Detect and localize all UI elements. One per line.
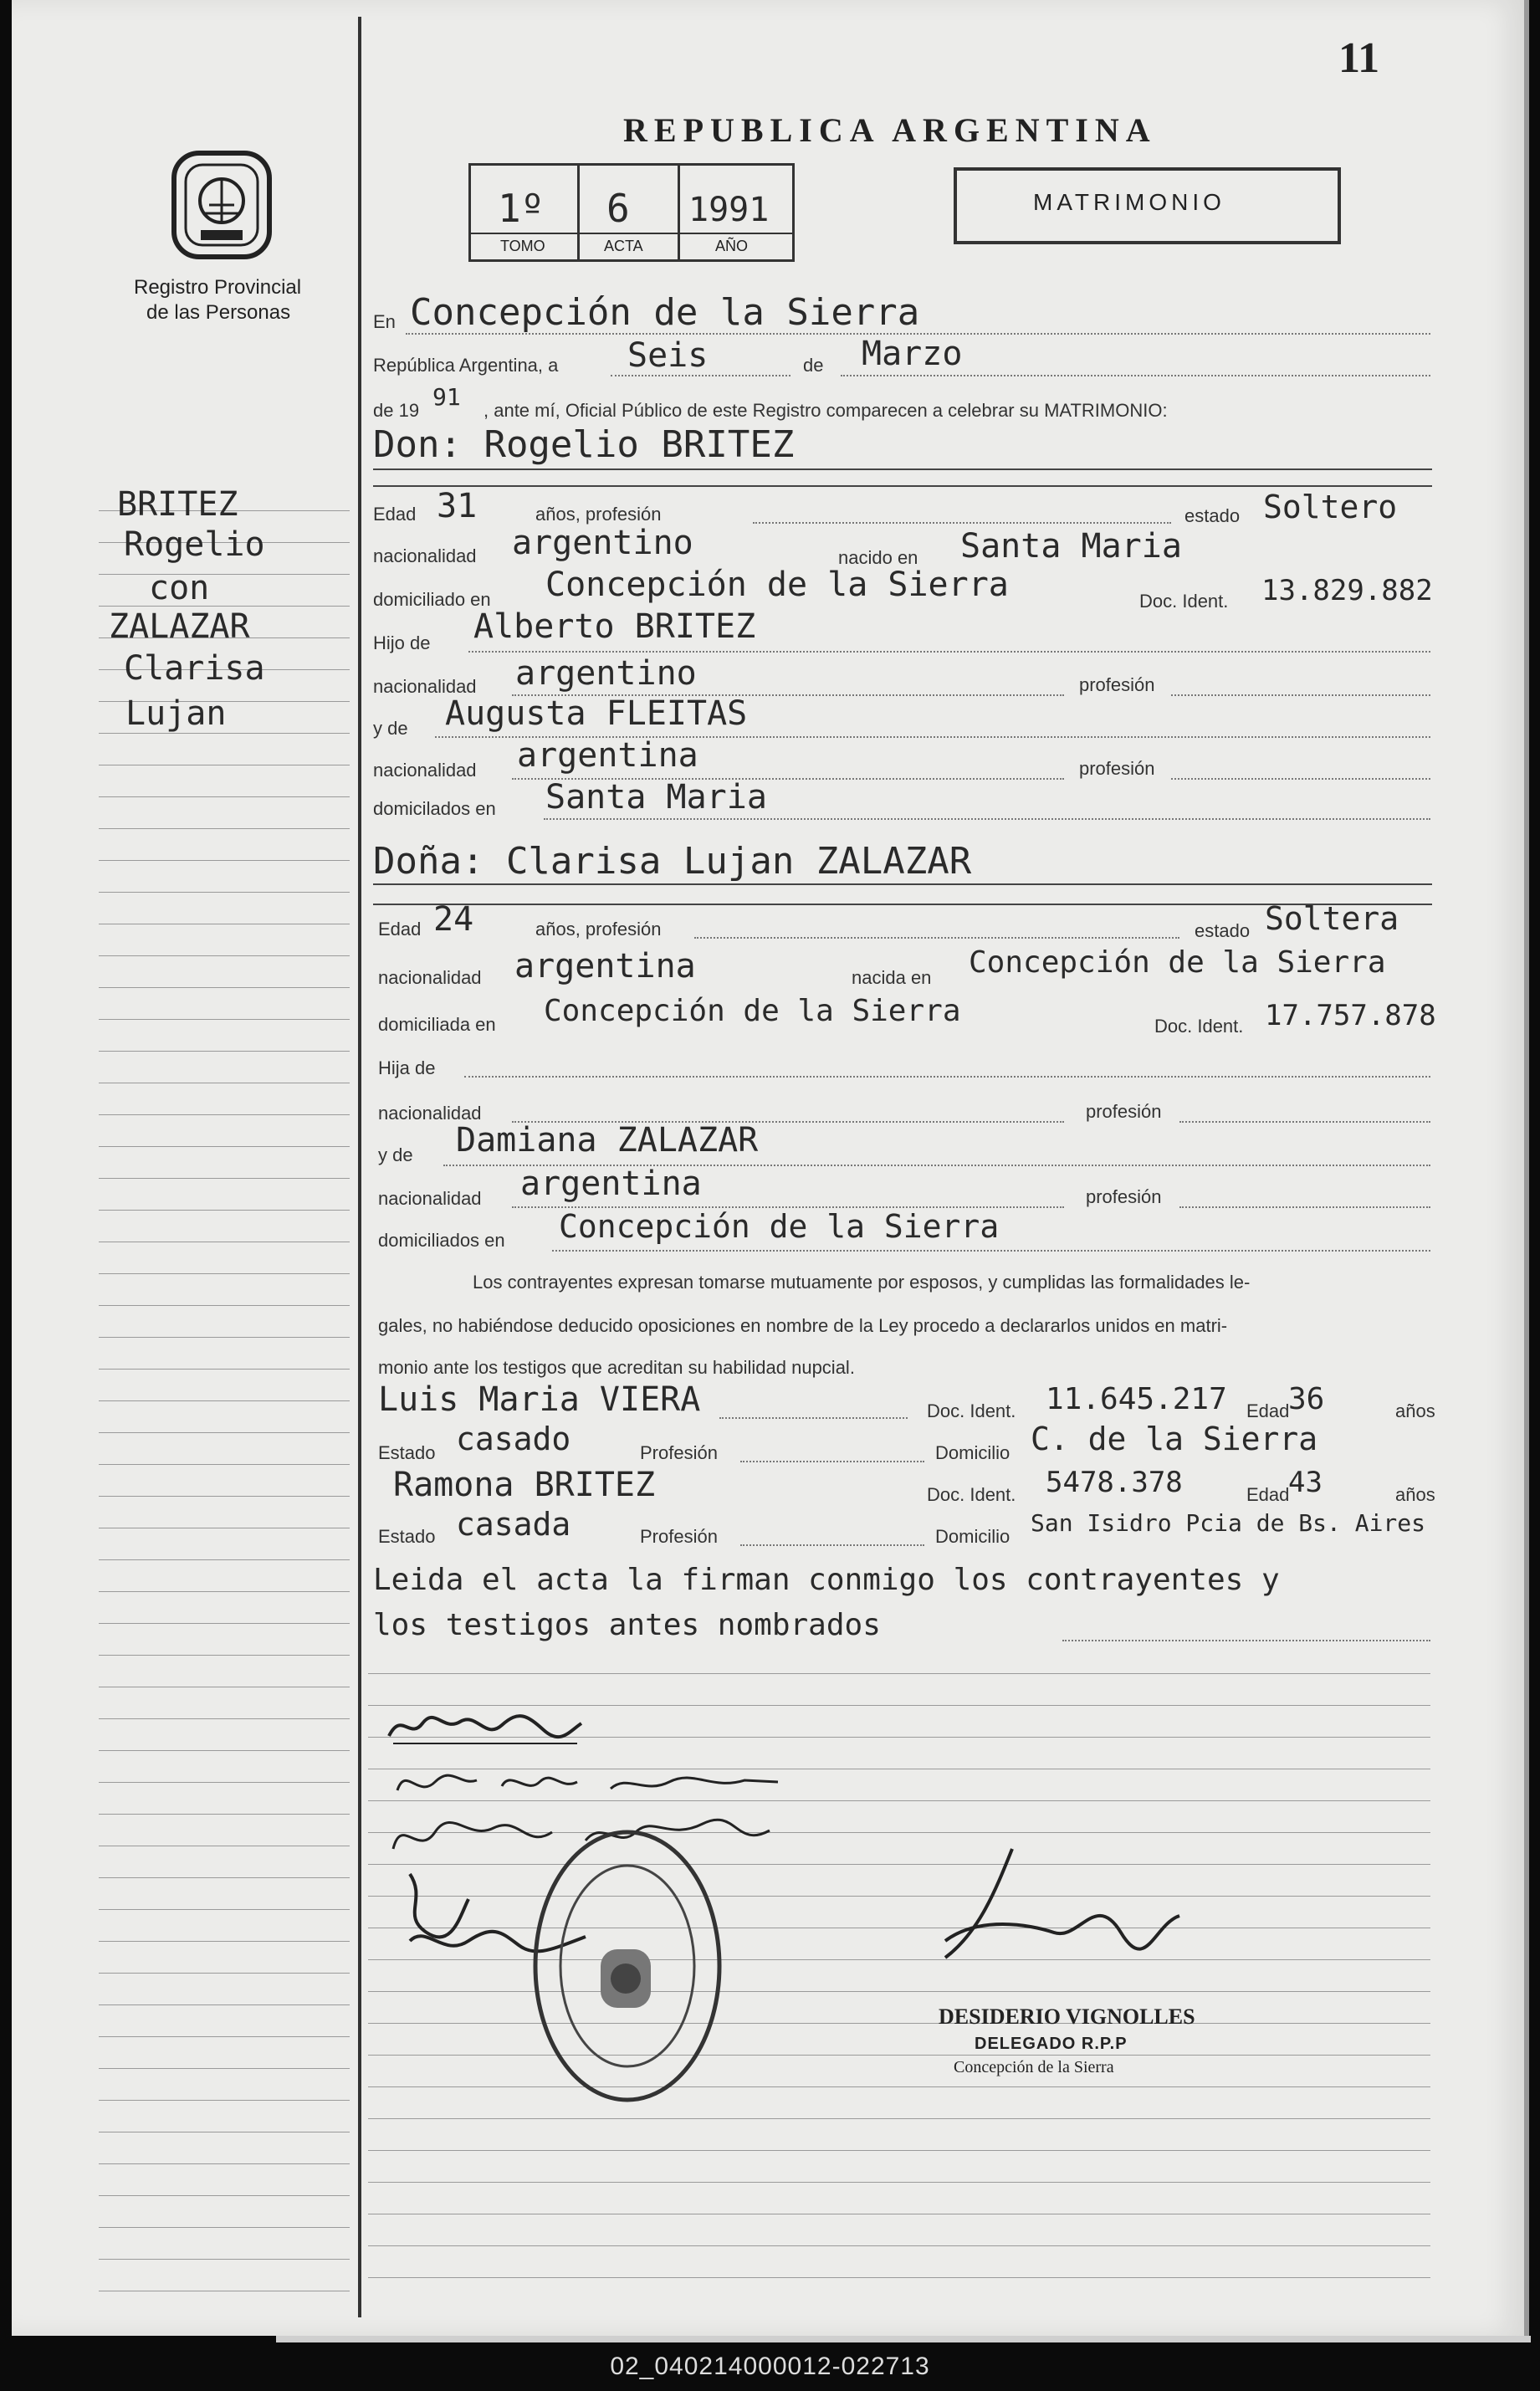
bride-hija-label: Hija de — [378, 1057, 436, 1078]
margin-rule-line — [99, 2004, 350, 2005]
margin-rule-line — [99, 2163, 350, 2164]
official-place: Concepción de la Sierra — [954, 2058, 1114, 2076]
witness2-estado: casada — [456, 1506, 571, 1543]
margin-rule-line — [99, 1877, 350, 1878]
groom-domicilios-label: domicilados en — [373, 798, 496, 819]
margin-rule-line — [99, 1941, 350, 1942]
year-prefix-label: de 19 — [373, 400, 420, 421]
margin-rule-line — [99, 828, 350, 829]
body-rule-line — [368, 2277, 1430, 2278]
body-rule-line — [368, 2150, 1430, 2151]
margin-rule-line — [99, 955, 350, 956]
groom-madre: Augusta FLEITAS — [445, 694, 748, 733]
margin-name-5: Clarisa — [124, 649, 265, 688]
margin-rule-line — [99, 574, 350, 575]
place-value: Concepción de la Sierra — [410, 291, 920, 334]
margin-rule-line — [99, 1432, 350, 1433]
margin-rule-line — [99, 1591, 350, 1592]
bride-estado: Soltera — [1265, 900, 1399, 937]
groom-nacionalidad: argentino — [512, 524, 693, 562]
witness2-edad: 43 — [1288, 1466, 1323, 1499]
page-number: 11 — [1338, 34, 1380, 82]
groom-madre-nac-label: nacionalidad — [373, 760, 477, 781]
margin-rule-line — [99, 1337, 350, 1338]
bride-padre-nac-label: nacionalidad — [378, 1103, 482, 1124]
acta-value: 6 — [606, 186, 630, 231]
official-name: DESIDERIO VIGNOLLES — [939, 2004, 1195, 2029]
page-edge — [276, 2336, 1531, 2342]
bride-madre-nac-label: nacionalidad — [378, 1188, 482, 1209]
bride-madre: Damiana ZALAZAR — [456, 1121, 759, 1160]
margin-rule-line — [99, 1655, 350, 1656]
groom-name: Don: Rogelio BRITEZ — [373, 423, 795, 466]
margin-rule-line — [99, 1718, 350, 1719]
signature-official — [929, 1841, 1196, 1974]
witness1-domicilio: C. de la Sierra — [1031, 1421, 1318, 1457]
groom-nac-label: nacionalidad — [373, 545, 477, 566]
bride-madre-prof-label: profesión — [1086, 1186, 1162, 1207]
bride-nacionalidad: argentina — [514, 947, 696, 986]
margin-name-4: ZALAZAR — [109, 607, 250, 646]
witness2-doc-label: Doc. Ident. — [927, 1484, 1016, 1505]
date-day: Seis — [627, 336, 709, 375]
statement-line3: monio ante los testigos que acreditan su habilidad nupcial. — [378, 1357, 855, 1378]
anio-value: 1991 — [688, 191, 770, 229]
margin-rule-line — [99, 1146, 350, 1147]
margin-rule-line — [99, 1782, 350, 1783]
groom-padre-nac: argentino — [515, 654, 697, 693]
place-label: En — [373, 311, 396, 332]
tomo-value: 1º — [498, 186, 545, 231]
margin-rule-line — [99, 1114, 350, 1115]
bride-doc: 17.757.878 — [1265, 999, 1436, 1032]
margin-rule-line — [99, 1369, 350, 1370]
margin-name-3: con — [149, 569, 210, 607]
margin-rule-line — [99, 796, 350, 797]
margin-rule-line — [99, 733, 350, 734]
body-rule-line — [368, 1673, 1430, 1674]
witness2-name: Ramona BRITEZ — [393, 1466, 656, 1504]
signature-bride — [393, 1757, 786, 1807]
witness2-dom-label: Domicilio — [935, 1526, 1010, 1547]
margin-rule-line — [99, 1178, 350, 1179]
date-month: Marzo — [862, 335, 963, 373]
document-page — [12, 0, 1529, 2336]
witness1-dom-label: Domicilio — [935, 1442, 1010, 1463]
bride-padre-prof-label: profesión — [1086, 1101, 1162, 1122]
bride-yde-label: y de — [378, 1144, 413, 1165]
bride-nacida: Concepción de la Sierra — [969, 945, 1386, 980]
margin-rule-line — [99, 2195, 350, 2196]
witness1-name: Luis Maria VIERA — [378, 1380, 701, 1419]
witness1-doc-label: Doc. Ident. — [927, 1400, 1016, 1421]
republic-label: República Argentina, a — [373, 355, 559, 376]
body-rule-line — [368, 2182, 1430, 2183]
document-id: 02_040214000012-022713 — [610, 2353, 930, 2380]
witness1-estado: casado — [456, 1421, 571, 1457]
tomo-label: TOMO — [500, 238, 545, 254]
groom-madre-prof-label: profesión — [1079, 758, 1155, 779]
bride-domicilio: Concepción de la Sierra — [544, 994, 961, 1028]
margin-rule-line — [99, 2227, 350, 2228]
margin-rule-line — [99, 860, 350, 861]
witness1-edad-label: Edad — [1246, 1400, 1290, 1421]
body-rule-line — [368, 1705, 1430, 1706]
margin-name-2: Rogelio — [124, 525, 265, 564]
bride-domicilios: Concepción de la Sierra — [559, 1208, 1000, 1245]
groom-domicilios: Santa Maria — [545, 778, 767, 817]
groom-yde-label: y de — [373, 718, 408, 739]
closing-line2: los testigos antes nombrados — [373, 1608, 881, 1642]
margin-rule-line — [99, 2259, 350, 2260]
margin-rule-line — [99, 1496, 350, 1497]
groom-padre-prof-label: profesión — [1079, 674, 1155, 695]
groom-edad-label: Edad — [373, 504, 417, 525]
groom-hijo-label: Hijo de — [373, 632, 431, 653]
year-suffix: 91 — [432, 383, 461, 411]
bride-profesion-label: años, profesión — [535, 919, 662, 940]
margin-rule-line — [99, 1559, 350, 1560]
witness2-anios-label: años — [1395, 1484, 1435, 1505]
witness2-prof-label: Profesión — [640, 1526, 718, 1547]
country-title: REPUBLICA ARGENTINA — [623, 111, 1157, 149]
witness2-edad-label: Edad — [1246, 1484, 1290, 1505]
witness1-edad: 36 — [1288, 1382, 1325, 1416]
witness2-estado-label: Estado — [378, 1526, 436, 1547]
witness1-anios-label: años — [1395, 1400, 1435, 1421]
official-title: DELEGADO R.P.P — [975, 2035, 1128, 2053]
groom-padre-nac-label: nacionalidad — [373, 676, 477, 697]
margin-rule-line — [99, 1273, 350, 1274]
bride-edad-label: Edad — [378, 919, 422, 940]
margin-rule-line — [99, 987, 350, 988]
body-rule-line — [368, 2245, 1430, 2246]
groom-nacido-label: nacido en — [838, 547, 918, 568]
margin-rule-line — [99, 1210, 350, 1211]
witness1-estado-label: Estado — [378, 1442, 436, 1463]
bride-edad: 24 — [433, 900, 474, 939]
date-de-label: de — [803, 355, 824, 376]
official-stamp-icon — [527, 1824, 728, 2108]
statement-line2: gales, no habiéndose deducido oposiciones en nombre de la Ley procedo a declararlos unidos en matri- — [378, 1315, 1228, 1336]
groom-padre: Alberto BRITEZ — [473, 607, 756, 646]
signature-groom — [385, 1707, 586, 1748]
closing-line1: Leida el acta la firman conmigo los contrayentes y — [373, 1563, 1280, 1597]
witness2-domicilio: San Isidro Pcia de Bs. Aires — [1031, 1509, 1426, 1537]
groom-profesion-label: años, profesión — [535, 504, 662, 525]
bride-madre-nac: argentina — [520, 1165, 702, 1203]
margin-rule-line — [99, 2036, 350, 2037]
margin-rule-line — [99, 2068, 350, 2069]
bride-dom-label: domiciliada en — [378, 1014, 496, 1035]
statement-line1: Los contrayentes expresan tomarse mutuamente por esposos, y cumplidas las formalidades le- — [473, 1272, 1251, 1293]
margin-rule-line — [99, 1400, 350, 1401]
margin-name-1: BRITEZ — [117, 485, 238, 524]
bride-nac-label: nacionalidad — [378, 967, 482, 988]
statement-appear: , ante mí, Oficial Público de este Registro comparecen a celebrar su MATRIMONIO: — [483, 400, 1168, 421]
bride-name: Doña: Clarisa Lujan ZALAZAR — [373, 840, 972, 883]
groom-doc: 13.829.882 — [1261, 574, 1433, 607]
anio-label: AÑO — [715, 238, 749, 254]
margin-rule-line — [99, 1305, 350, 1306]
acta-label: ACTA — [604, 238, 643, 254]
margin-rule-line — [99, 892, 350, 893]
witness1-doc: 11.645.217 — [1046, 1382, 1227, 1416]
registry-seal-icon — [167, 146, 276, 264]
body-rule-line — [368, 2118, 1430, 2119]
bride-nacida-label: nacida en — [852, 967, 932, 988]
groom-doc-label: Doc. Ident. — [1139, 591, 1229, 612]
margin-rule-line — [99, 1909, 350, 1910]
bride-estado-label: estado — [1195, 920, 1251, 941]
groom-domicilio: Concepción de la Sierra — [545, 566, 1009, 604]
margin-rule-line — [99, 606, 350, 607]
witness2-doc: 5478.378 — [1046, 1466, 1183, 1499]
groom-estado-label: estado — [1184, 505, 1241, 526]
groom-madre-nac: argentina — [517, 736, 698, 775]
groom-dom-label: domiciliado en — [373, 589, 491, 610]
margin-rule-line — [99, 2100, 350, 2101]
bride-doc-label: Doc. Ident. — [1154, 1016, 1244, 1037]
margin-rule-line — [99, 1019, 350, 1020]
groom-nacido: Santa Maria — [960, 527, 1182, 566]
bride-domicilios-label: domiciliados en — [378, 1230, 505, 1251]
margin-rule — [358, 17, 361, 2317]
registry-name-line2: de las Personas — [146, 301, 291, 324]
margin-rule-line — [99, 1623, 350, 1624]
margin-rule-line — [99, 1464, 350, 1465]
margin-rule-line — [99, 1973, 350, 1974]
witness1-prof-label: Profesión — [640, 1442, 718, 1463]
margin-rule-line — [99, 1814, 350, 1815]
margin-rule-line — [99, 1750, 350, 1751]
groom-edad: 31 — [437, 487, 478, 525]
registry-name-line1: Registro Provincial — [134, 276, 302, 299]
record-type: MATRIMONIO — [1033, 189, 1225, 215]
margin-rule-line — [99, 1051, 350, 1052]
groom-estado: Soltero — [1263, 489, 1398, 525]
margin-name-6: Lujan — [125, 694, 227, 733]
